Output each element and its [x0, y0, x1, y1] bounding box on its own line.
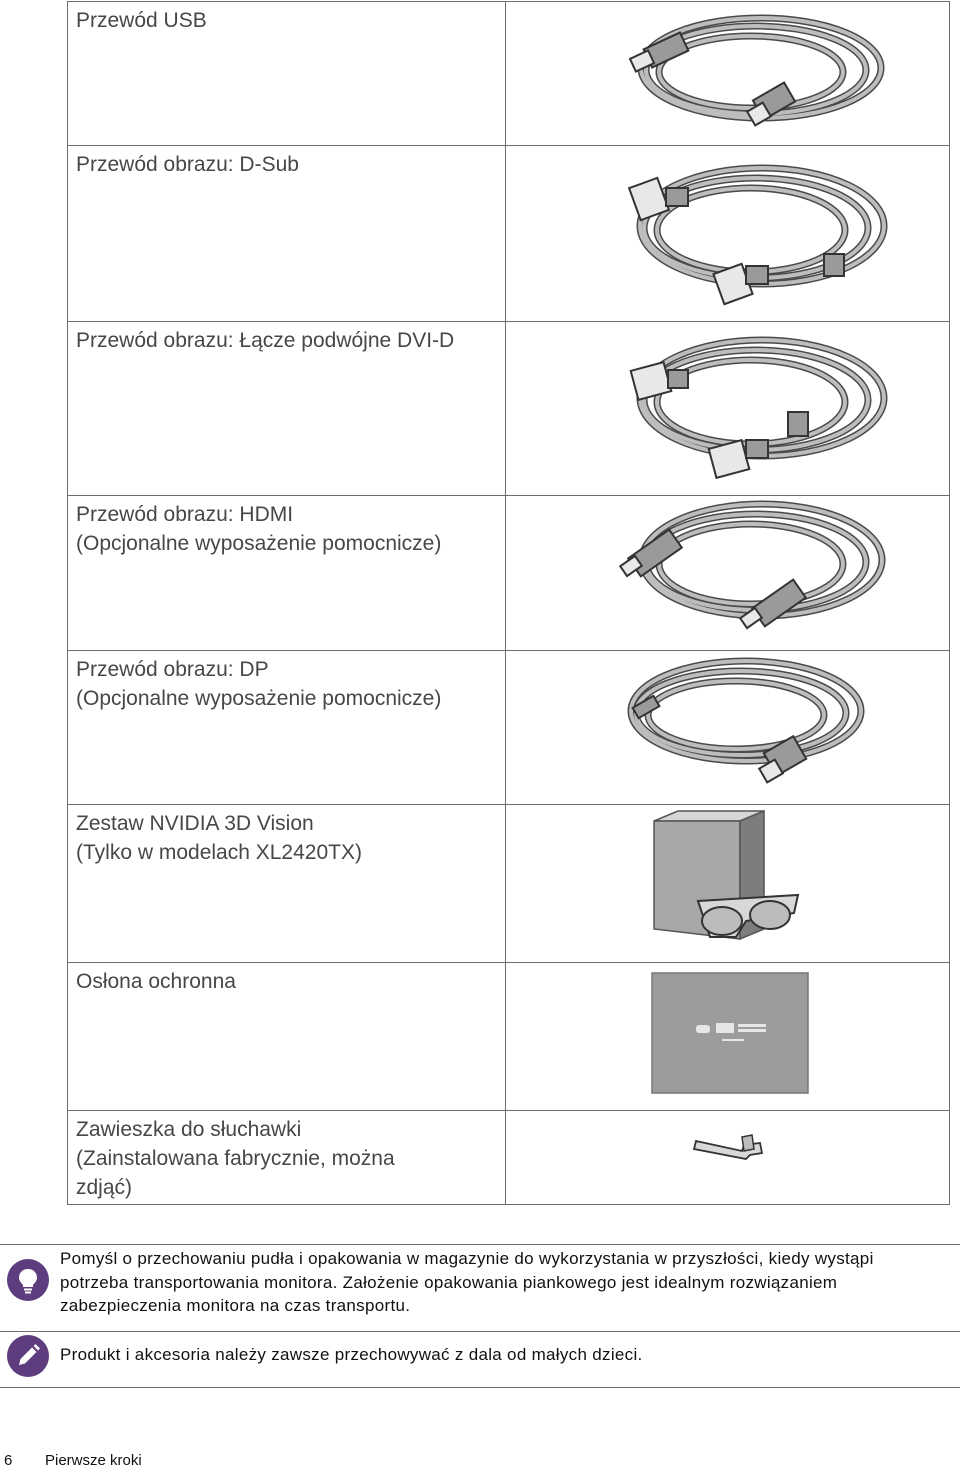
- warning-text: Produkt i akcesoria należy zawsze przechowywać z dala od małych dzieci.: [60, 1345, 643, 1364]
- accessory-row-hdmi: [68, 496, 950, 651]
- accessory-name: Przewód obrazu: HDMI: [76, 503, 294, 526]
- accessory-note: (Opcjonalne wyposażenie pomocnicze): [76, 687, 442, 710]
- accessory-note: (Tylko w modelach XL2420TX): [76, 841, 362, 864]
- accessory-row-dsub: [68, 146, 950, 322]
- accessory-row-usb: [68, 2, 950, 146]
- tip-text: Pomyśl o przechowaniu pudła i opakowania w magazynie do wykorzystania w przyszłości, kiedy wystąpi potrzeba transportowania monitora. Założenie opakowania piankowego jest idealnym rozwiązaniem zabezpieczenia monitora na czas transportu.: [60, 1249, 874, 1315]
- accessory-note: (Opcjonalne wyposażenie pomocnicze): [76, 532, 442, 555]
- accessory-note-cont: zdjąć): [76, 1176, 133, 1199]
- accessory-row-nvidia: [68, 805, 950, 963]
- accessory-name: Przewód obrazu: Łącze podwójne DVI-D: [76, 329, 455, 352]
- accessory-row-dp: [68, 651, 950, 805]
- section-title: Pierwsze kroki: [45, 1452, 142, 1469]
- accessory-name: Zawieszka do słuchawki: [76, 1118, 302, 1141]
- lightbulb-icon: [7, 1259, 49, 1301]
- accessory-name: Przewód obrazu: DP: [76, 658, 269, 681]
- 3d-glasses-kit-icon: [506, 805, 946, 961]
- usb-cable-icon: [506, 2, 946, 144]
- divider: [0, 1387, 960, 1389]
- accessory-row-dvi: [68, 322, 950, 496]
- warning-note: [0, 1331, 960, 1388]
- accessory-row-hook: [68, 1111, 950, 1205]
- accessory-name: Zestaw NVIDIA 3D Vision: [76, 812, 314, 835]
- page-number: 6: [4, 1452, 13, 1469]
- hdmi-cable-icon: [506, 496, 946, 649]
- accessory-name: Osłona ochronna: [76, 970, 236, 993]
- dvi-cable-icon: [506, 322, 946, 494]
- accessory-name: Przewód obrazu: D-Sub: [76, 153, 299, 176]
- tip-note: [0, 1244, 960, 1331]
- dust-cover-icon: [506, 963, 946, 1109]
- headphone-hook-icon: [506, 1111, 946, 1203]
- accessory-name: Przewód USB: [76, 9, 207, 32]
- accessory-row-cover: [68, 963, 950, 1111]
- dsub-cable-icon: [506, 146, 946, 320]
- pencil-icon: [7, 1335, 49, 1377]
- dp-cable-icon: [506, 651, 946, 803]
- accessory-note: (Zainstalowana fabrycznie, można: [76, 1147, 395, 1170]
- accessories-table: [67, 1, 950, 1205]
